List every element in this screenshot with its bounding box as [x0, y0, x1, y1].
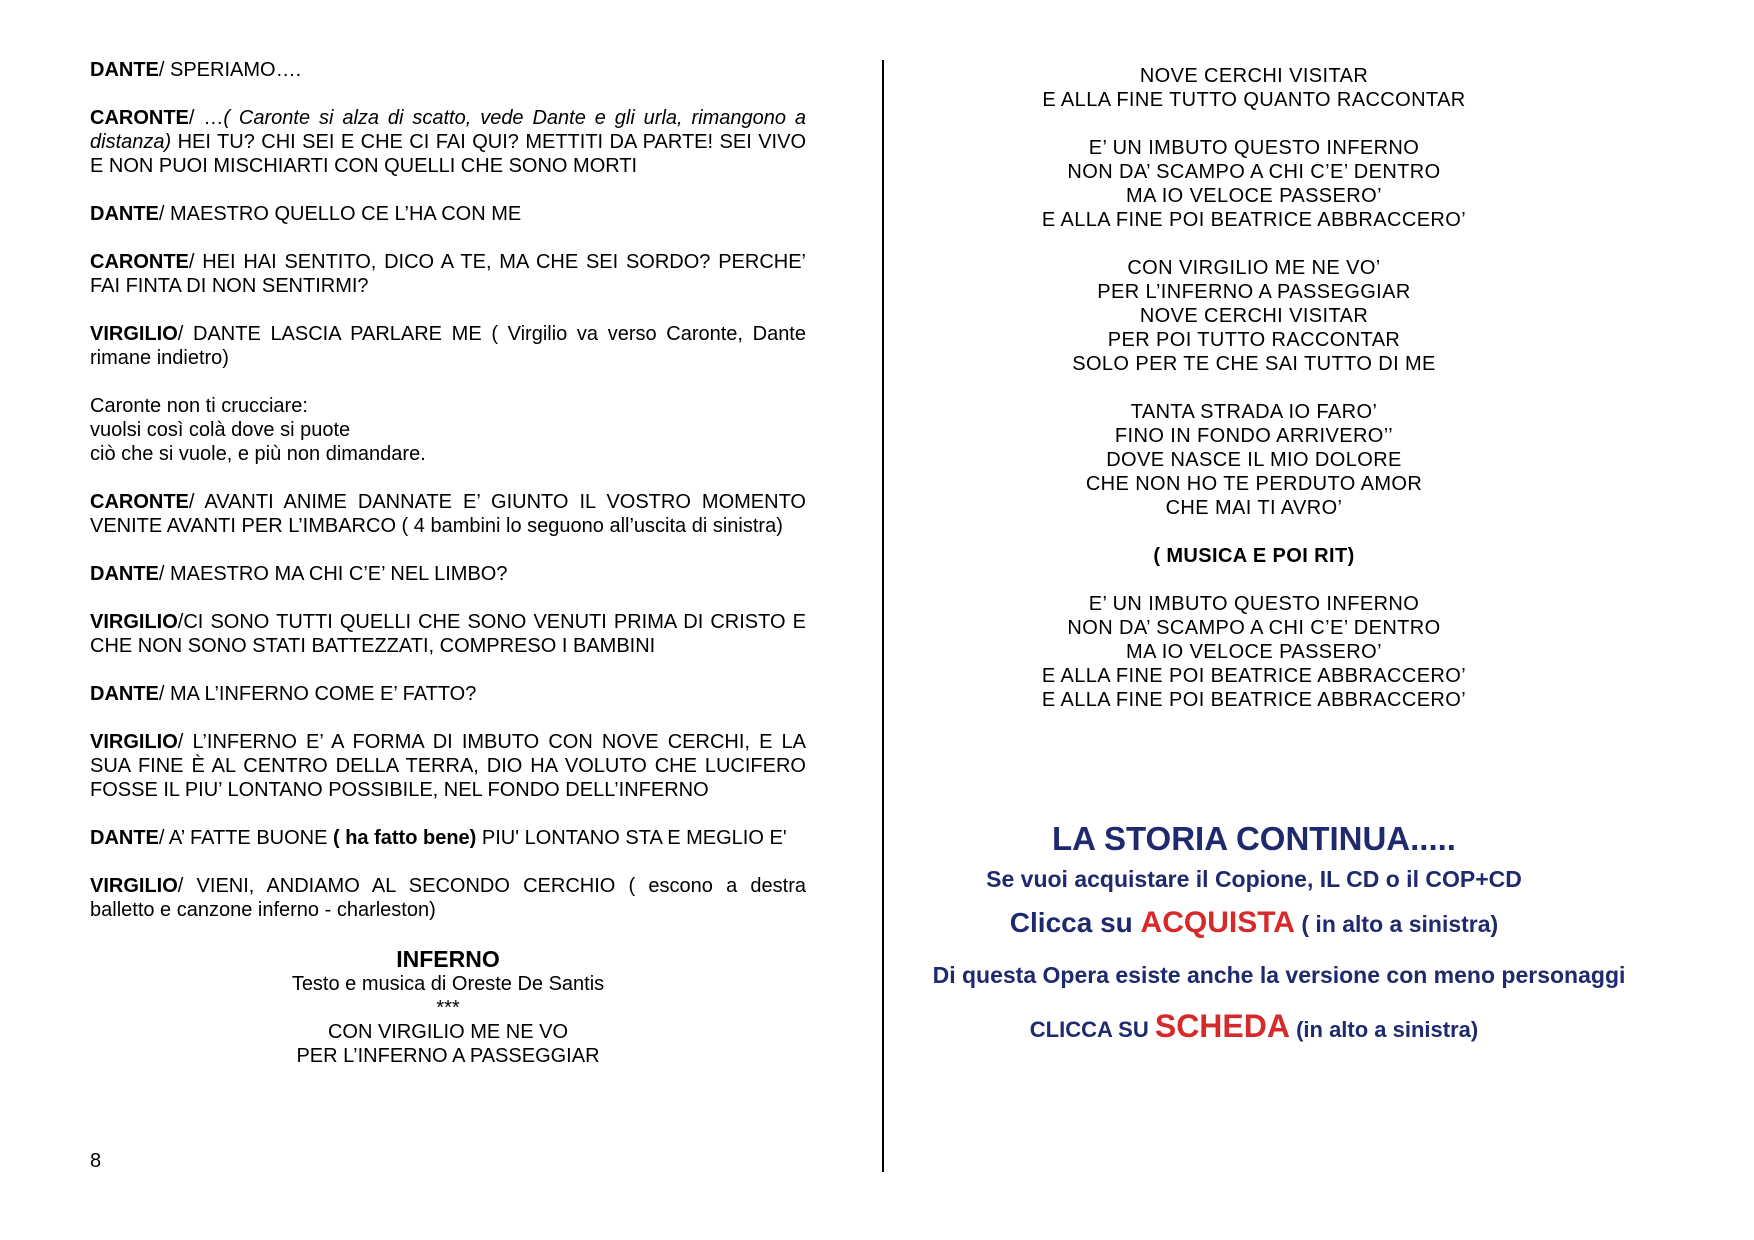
script-column	[90, 58, 806, 1068]
acquista-link[interactable]: ACQUISTA	[1140, 906, 1295, 939]
right-page	[884, 0, 1754, 1240]
dialogue-line: CARONTE/ AVANTI ANIME DANNATE E’ GIUNTO IL VOSTRO MOMENTO VENITE AVANTI PER L’IMBARCO ( 4 bambini lo seguono all’uscita di sinistra)	[90, 491, 806, 537]
dialogue-line: VIRGILIO/ DANTE LASCIA PARLARE ME ( Virgilio va verso Caronte, Dante rimane indietro)	[90, 323, 806, 369]
dialogue-line: VIRGILIO/CI SONO TUTTI QUELLI CHE SONO VENUTI PRIMA DI CRISTO E CHE NON SONO STATI BATTEZZATI, COMPRESO I BAMBINI	[90, 611, 806, 657]
song-block	[90, 946, 806, 1068]
promo-subtitle: Se vuoi acquistare il Copione, IL CD o il COP+CD	[986, 866, 1522, 892]
stanza: E’ UN IMBUTO QUESTO INFERNO NON DA’ SCAMPO A CHI C’E’ DENTRO MA IO VELOCE PASSERO’ E ALLA FINE POI BEATRICE ABBRACCERO’	[1041, 137, 1467, 231]
song-separator: ***	[436, 997, 460, 1019]
stanza: TANTA STRADA IO FARO’ FINO IN FONDO ARRIVERO’’ DOVE NASCE IL MIO DOLORE CHE NON HO TE PERDUTO AMOR CHE MAI TI AVRO’	[1085, 401, 1423, 519]
dialogue-line: DANTE/ SPERIAMO….	[90, 59, 302, 81]
dialogue-line: VIRGILIO/ VIENI, ANDIAMO AL SECONDO CERCHIO ( escono a destra balletto e canzone inferno - charleston)	[90, 875, 806, 921]
dialogue-line: CARONTE/ HEI HAI SENTITO, DICO A TE, MA CHE SEI SORDO? PERCHE’ FAI FINTA DI NON SENTIRMI?	[90, 251, 806, 297]
scheda-link[interactable]: SCHEDA	[1154, 1008, 1290, 1044]
promo-acquista: Clicca su ACQUISTA ( in alto a sinistra)	[1009, 906, 1499, 939]
stanza: CON VIRGILIO ME NE VO’ PER L’INFERNO A PASSEGGIAR NOVE CERCHI VISITAR PER POI TUTTO RACCONTAR SOLO PER TE CHE SAI TUTTO DI ME	[1072, 257, 1436, 375]
poem-quote: Caronte non ti crucciare: vuolsi così colà dove si puote ciò che si vuole, e più non dimandare.	[90, 395, 426, 465]
dialogue-line: VIRGILIO/ L’INFERNO E’ A FORMA DI IMBUTO CON NOVE CERCHI, E LA SUA FINE È AL CENTRO DELLA TERRA, DIO HA VOLUTO CHE LUCIFERO FOSSE IL PIU’ LONTANO POSSIBILE, NEL FONDO DELL’INFERNO	[90, 731, 806, 801]
music-note: ( MUSICA E POI RIT)	[1153, 545, 1355, 567]
dialogue-line: DANTE/ MA L’INFERNO COME E’ FATTO?	[90, 683, 477, 705]
stanza: E’ UN IMBUTO QUESTO INFERNO NON DA’ SCAMPO A CHI C’E’ DENTRO MA IO VELOCE PASSERO’ E ALLA FINE POI BEATRICE ABBRACCERO’ E ALLA FINE POI BEATRICE ABBRACCERO’	[1041, 593, 1467, 711]
song-credit: Testo e musica di Oreste De Santis	[291, 973, 605, 995]
song-line: PER L’INFERNO A PASSEGGIAR	[296, 1045, 600, 1067]
page-number: 8	[90, 1150, 102, 1172]
dialogue-line: CARONTE/ …( Caronte si alza di scatto, vede Dante e gli urla, rimangono a distanza) HEI TU? CHI SEI E CHE CI FAI QUI? METTITI DA PARTE! SEI VIVO E NON PUOI MISCHIARTI CON QUELLI CHE SONO MORTI	[90, 107, 806, 177]
stanza: NOVE CERCHI VISITAR E ALLA FINE TUTTO QUANTO RACCONTAR	[1042, 65, 1466, 111]
song-line: CON VIRGILIO ME NE VO	[327, 1021, 569, 1043]
promo-version-note: Di questa Opera esiste anche la versione con meno personaggi	[932, 962, 1626, 988]
dialogue-line: DANTE/ A’ FATTE BUONE ( ha fatto bene) PIU' LONTANO STA E MEGLIO E'	[90, 827, 787, 849]
lyrics-column	[884, 64, 1624, 736]
song-title: INFERNO	[396, 946, 500, 972]
promo-title: LA STORIA CONTINUA.....	[1052, 820, 1456, 857]
dialogue-line: DANTE/ MAESTRO QUELLO CE L’HA CON ME	[90, 203, 522, 225]
dialogue-line: DANTE/ MAESTRO MA CHI C’E’ NEL LIMBO?	[90, 563, 508, 585]
promo-scheda: CLICCA SU SCHEDA (in alto a sinistra)	[1029, 1008, 1479, 1044]
